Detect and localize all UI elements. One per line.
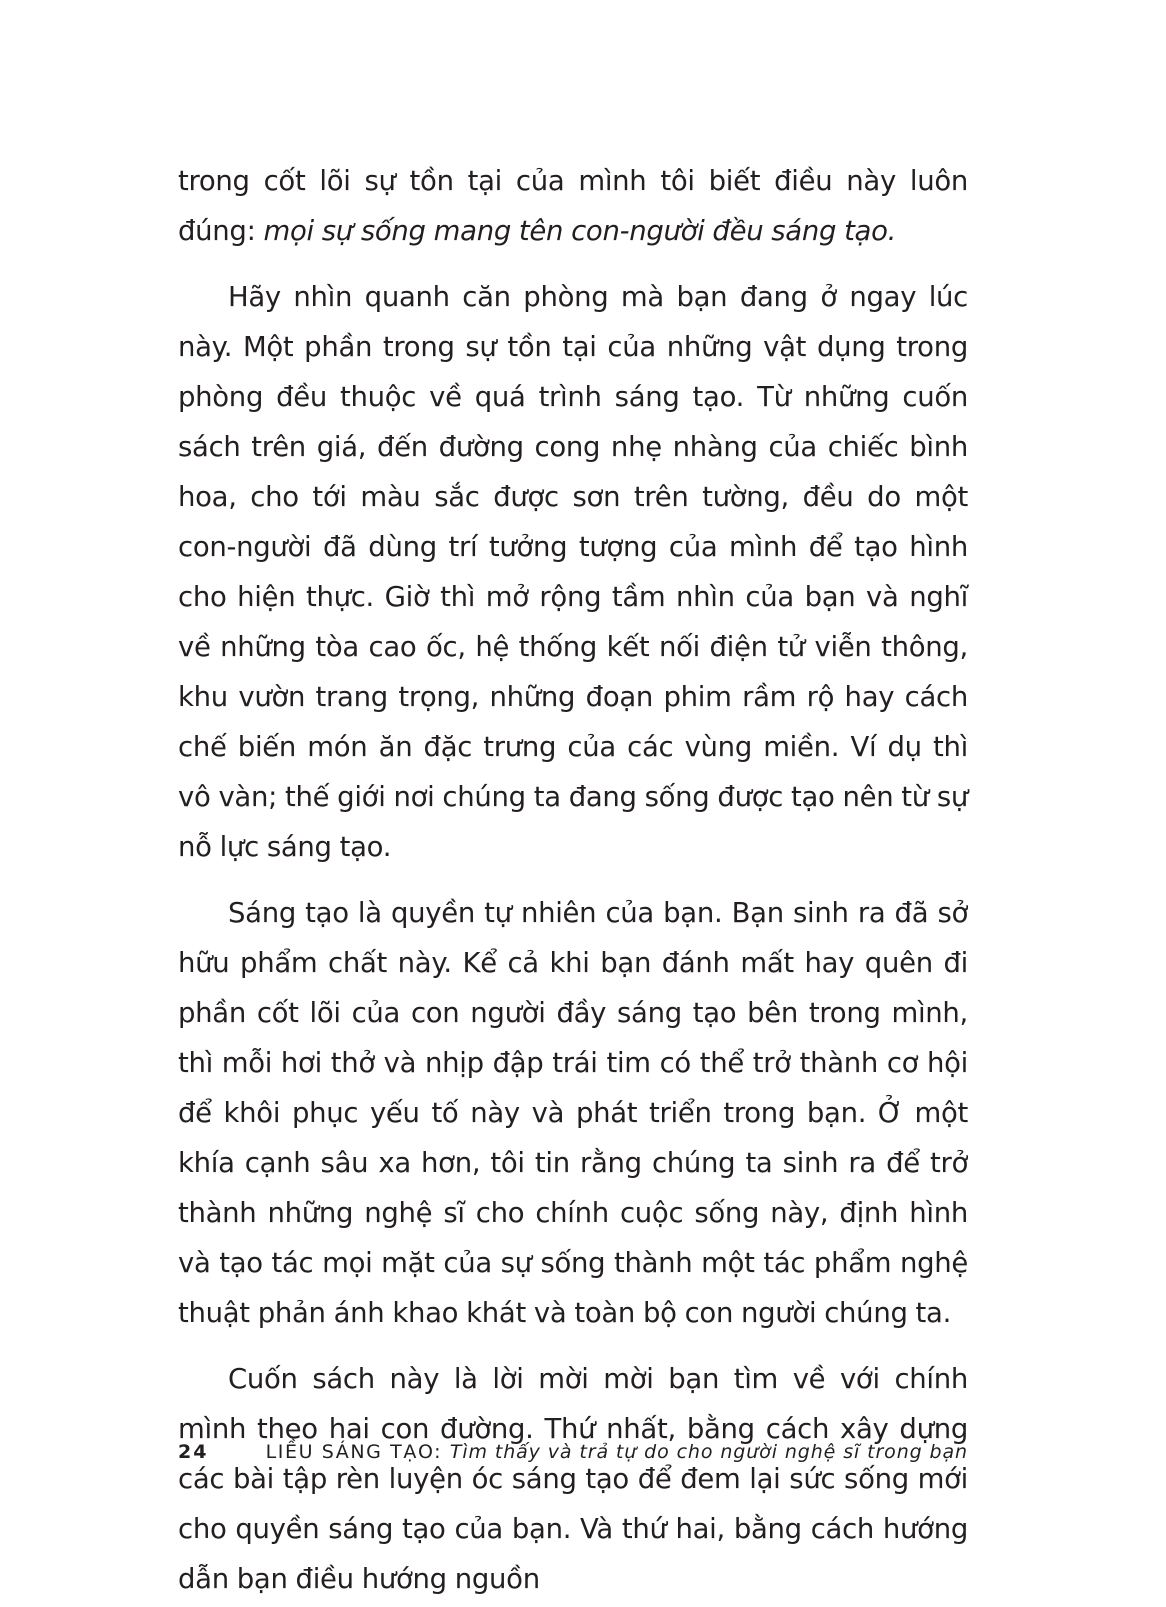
paragraph-4: Cuốn sách này là lời mời mời bạn tìm về với chính mình theo hai con đường. Thứ nhất, bằng cách xây dựng các bài tập rèn luyện óc sáng tạo để đem lại sức sống mới cho quyền sáng tạo của bạn. Và thứ hai, bằng cách hướng dẫn bạn điều hướng nguồn [178, 1363, 968, 1595]
paragraph-1 [178, 156, 968, 256]
paragraph-2: Hãy nhìn quanh căn phòng mà bạn đang ở ngay lúc này. Một phần trong sự tồn tại của những vật dụng trong phòng đều thuộc về quá trình sáng tạo. Từ những cuốn sách trên giá, đến đường cong nhẹ nhàng của chiếc bình hoa, cho tới màu sắc được sơn trên tường, đều do một con-người đã dùng trí tưởng tượng của mình để tạo hình cho hiện thực. Giờ thì mở rộng tầm nhìn của bạn và nghĩ về những tòa cao ốc, hệ thống kết nối điện tử viễn thông, khu vườn trang trọng, những đoạn phim rầm rộ hay cách chế biến món ăn đặc trưng của các vùng miền. Ví dụ thì vô vàn; thế giới nơi chúng ta đang sống được tạo nên từ sự nỗ lực sáng tạo. [178, 281, 969, 863]
body-text [178, 156, 968, 1604]
book-title: LIỀU SÁNG TẠO: [265, 1441, 443, 1463]
running-head [266, 1436, 968, 1468]
page-footer [178, 1436, 968, 1468]
paragraph-3: Sáng tạo là quyền tự nhiên của bạn. Bạn sinh ra đã sở hữu phẩm chất này. Kể cả khi bạn đánh mất hay quên đi phần cốt lõi của con người đầy sáng tạo bên trong mình, thì mỗi hơi thở và nhịp đập trái tim có thể trở thành cơ hội để khôi phục yếu tố này và phát triển trong bạn. Ở một khía cạnh sâu xa hơn, tôi tin rằng chúng ta sinh ra để trở thành những nghệ sĩ cho chính cuộc sống này, định hình và tạo tác mọi mặt của sự sống thành một tác phẩm nghệ thuật phản ánh khao khát và toàn bộ con người chúng ta. [178, 897, 968, 1329]
paragraph-1-text: trong cốt lõi sự tồn tại của mình tôi biết điều này luôn đúng: [178, 165, 968, 247]
paragraph-1-emphasis: mọi sự sống mang tên con-người đều sáng tạo. [263, 215, 897, 247]
book-subtitle: Tìm thấy và trả tự do cho người nghệ sĩ trong bạn [449, 1441, 968, 1463]
page-number: 24 [178, 1441, 209, 1463]
